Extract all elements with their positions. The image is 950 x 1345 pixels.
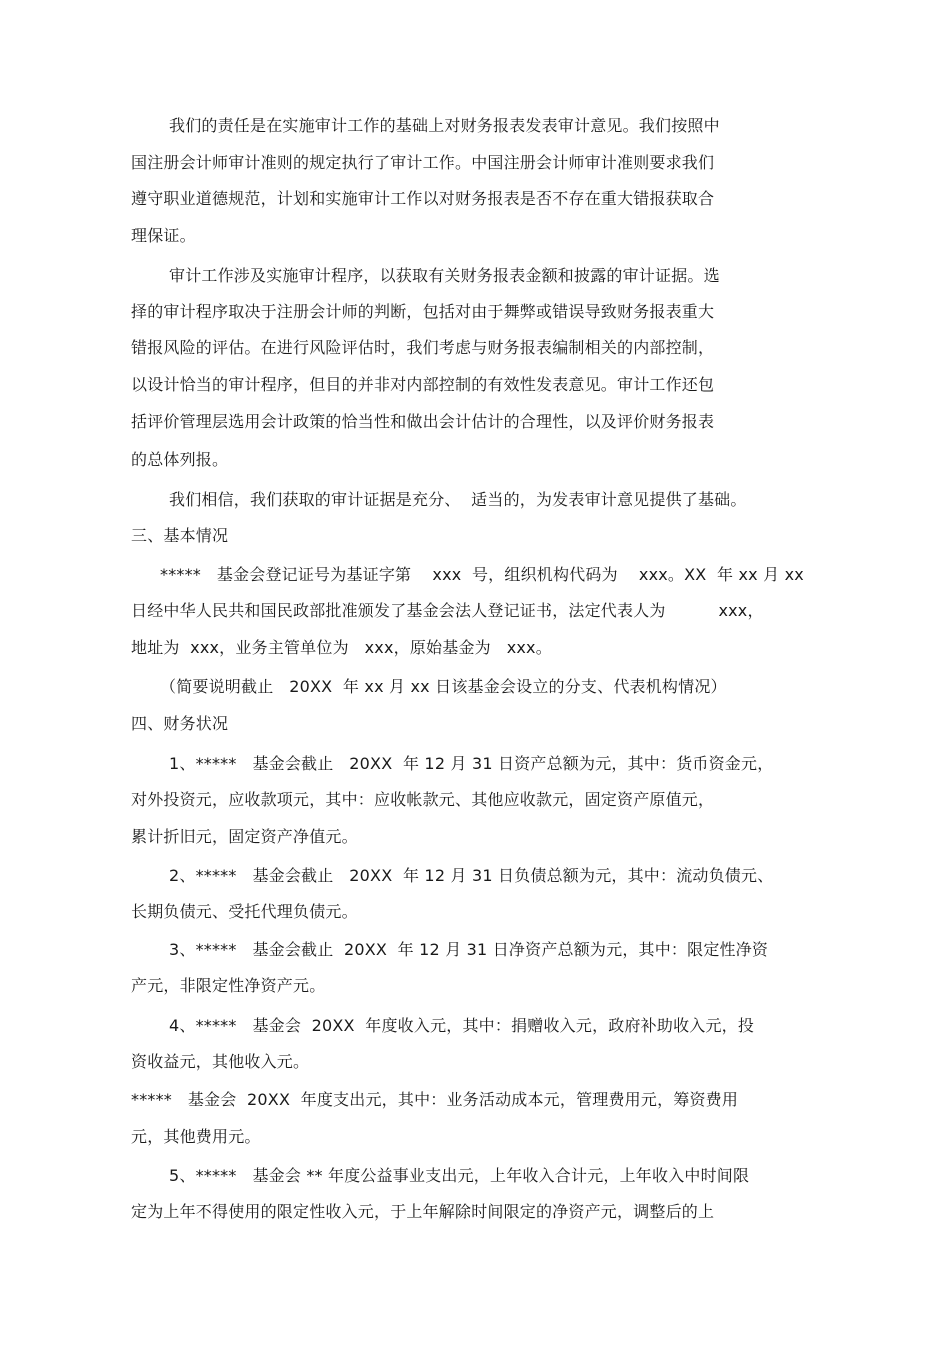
text-line: 地址为 xxx，业务主管单位为 xxx，原始基金为 xxx。 bbox=[131, 638, 552, 657]
text-line: 以设计恰当的审计程序，但目的并非对内部控制的有效性发表意见。审计工作还包 bbox=[131, 375, 715, 394]
text-line: 遵守职业道德规范，计划和实施审计工作以对财务报表是否不存在重大错报获取合 bbox=[131, 189, 715, 208]
section-heading: 三、基本情况 bbox=[131, 526, 229, 545]
text-line: 国注册会计师审计准则的规定执行了审计工作。中国注册会计师审计准则要求我们 bbox=[131, 153, 715, 172]
text-line: 4、***** 基金会 20XX 年度收入元，其中：捐赠收入元，政府补助收入元，投 bbox=[169, 1016, 755, 1035]
text-line: 资收益元，其他收入元。 bbox=[131, 1052, 310, 1071]
text-line: ***** 基金会 20XX 年度支出元，其中：业务活动成本元，管理费用元，筹资费用 bbox=[131, 1090, 739, 1109]
text-line: 我们的责任是在实施审计工作的基础上对财务报表发表审计意见。我们按照中 bbox=[169, 116, 720, 135]
text-line: 错报风险的评估。在进行风险评估时，我们考虑与财务报表编制相关的内部控制， bbox=[131, 338, 715, 357]
text-line: 2、***** 基金会截止 20XX 年 12 月 31 日负债总额为元，其中：流动负债元、 bbox=[169, 866, 774, 885]
text-line: 择的审计程序取决于注册会计师的判断，包括对由于舞弊或错误导致财务报表重大 bbox=[131, 302, 715, 321]
text-line: ***** 基金会登记证号为基证字第 xxx 号，组织机构代码为 xxx。XX 年 xx 月 xx bbox=[160, 565, 804, 584]
text-line: 日经中华人民共和国民政部批准颁发了基金会法人登记证书，法定代表人为 xxx， bbox=[131, 601, 764, 620]
section-heading: 四、财务状况 bbox=[131, 714, 229, 733]
text-line: 对外投资元，应收款项元，其中：应收帐款元、其他应收款元，固定资产原值元， bbox=[131, 790, 715, 809]
text-line: 括评价管理层选用会计政策的恰当性和做出会计估计的合理性，以及评价财务报表 bbox=[131, 412, 715, 431]
text-line: 3、***** 基金会截止 20XX 年 12 月 31 日净资产总额为元，其中：限定性净资 bbox=[169, 940, 769, 959]
text-line: 5、***** 基金会 ** 年度公益事业支出元，上年收入合计元，上年收入中时间限 bbox=[169, 1166, 750, 1185]
text-line: 产元，非限定性净资产元。 bbox=[131, 976, 326, 995]
text-line: 审计工作涉及实施审计程序，以获取有关财务报表金额和披露的审计证据。选 bbox=[169, 266, 720, 285]
text-line: （简要说明截止 20XX 年 xx 月 xx 日该基金会设立的分支、代表机构情况） bbox=[160, 677, 727, 696]
text-line: 累计折旧元，固定资产净值元。 bbox=[131, 827, 358, 846]
text-line: 长期负债元、受托代理负债元。 bbox=[131, 902, 358, 921]
text-line: 元，其他费用元。 bbox=[131, 1127, 261, 1146]
text-line: 我们相信，我们获取的审计证据是充分、 适当的，为发表审计意见提供了基础。 bbox=[169, 490, 747, 509]
text-line: 定为上年不得使用的限定性收入元，于上年解除时间限定的净资产元，调整后的上 bbox=[131, 1202, 715, 1221]
text-line: 理保证。 bbox=[131, 226, 196, 245]
text-line: 的总体列报。 bbox=[131, 450, 229, 469]
text-line: 1、***** 基金会截止 20XX 年 12 月 31 日资产总额为元，其中：货币资金元， bbox=[169, 754, 774, 773]
